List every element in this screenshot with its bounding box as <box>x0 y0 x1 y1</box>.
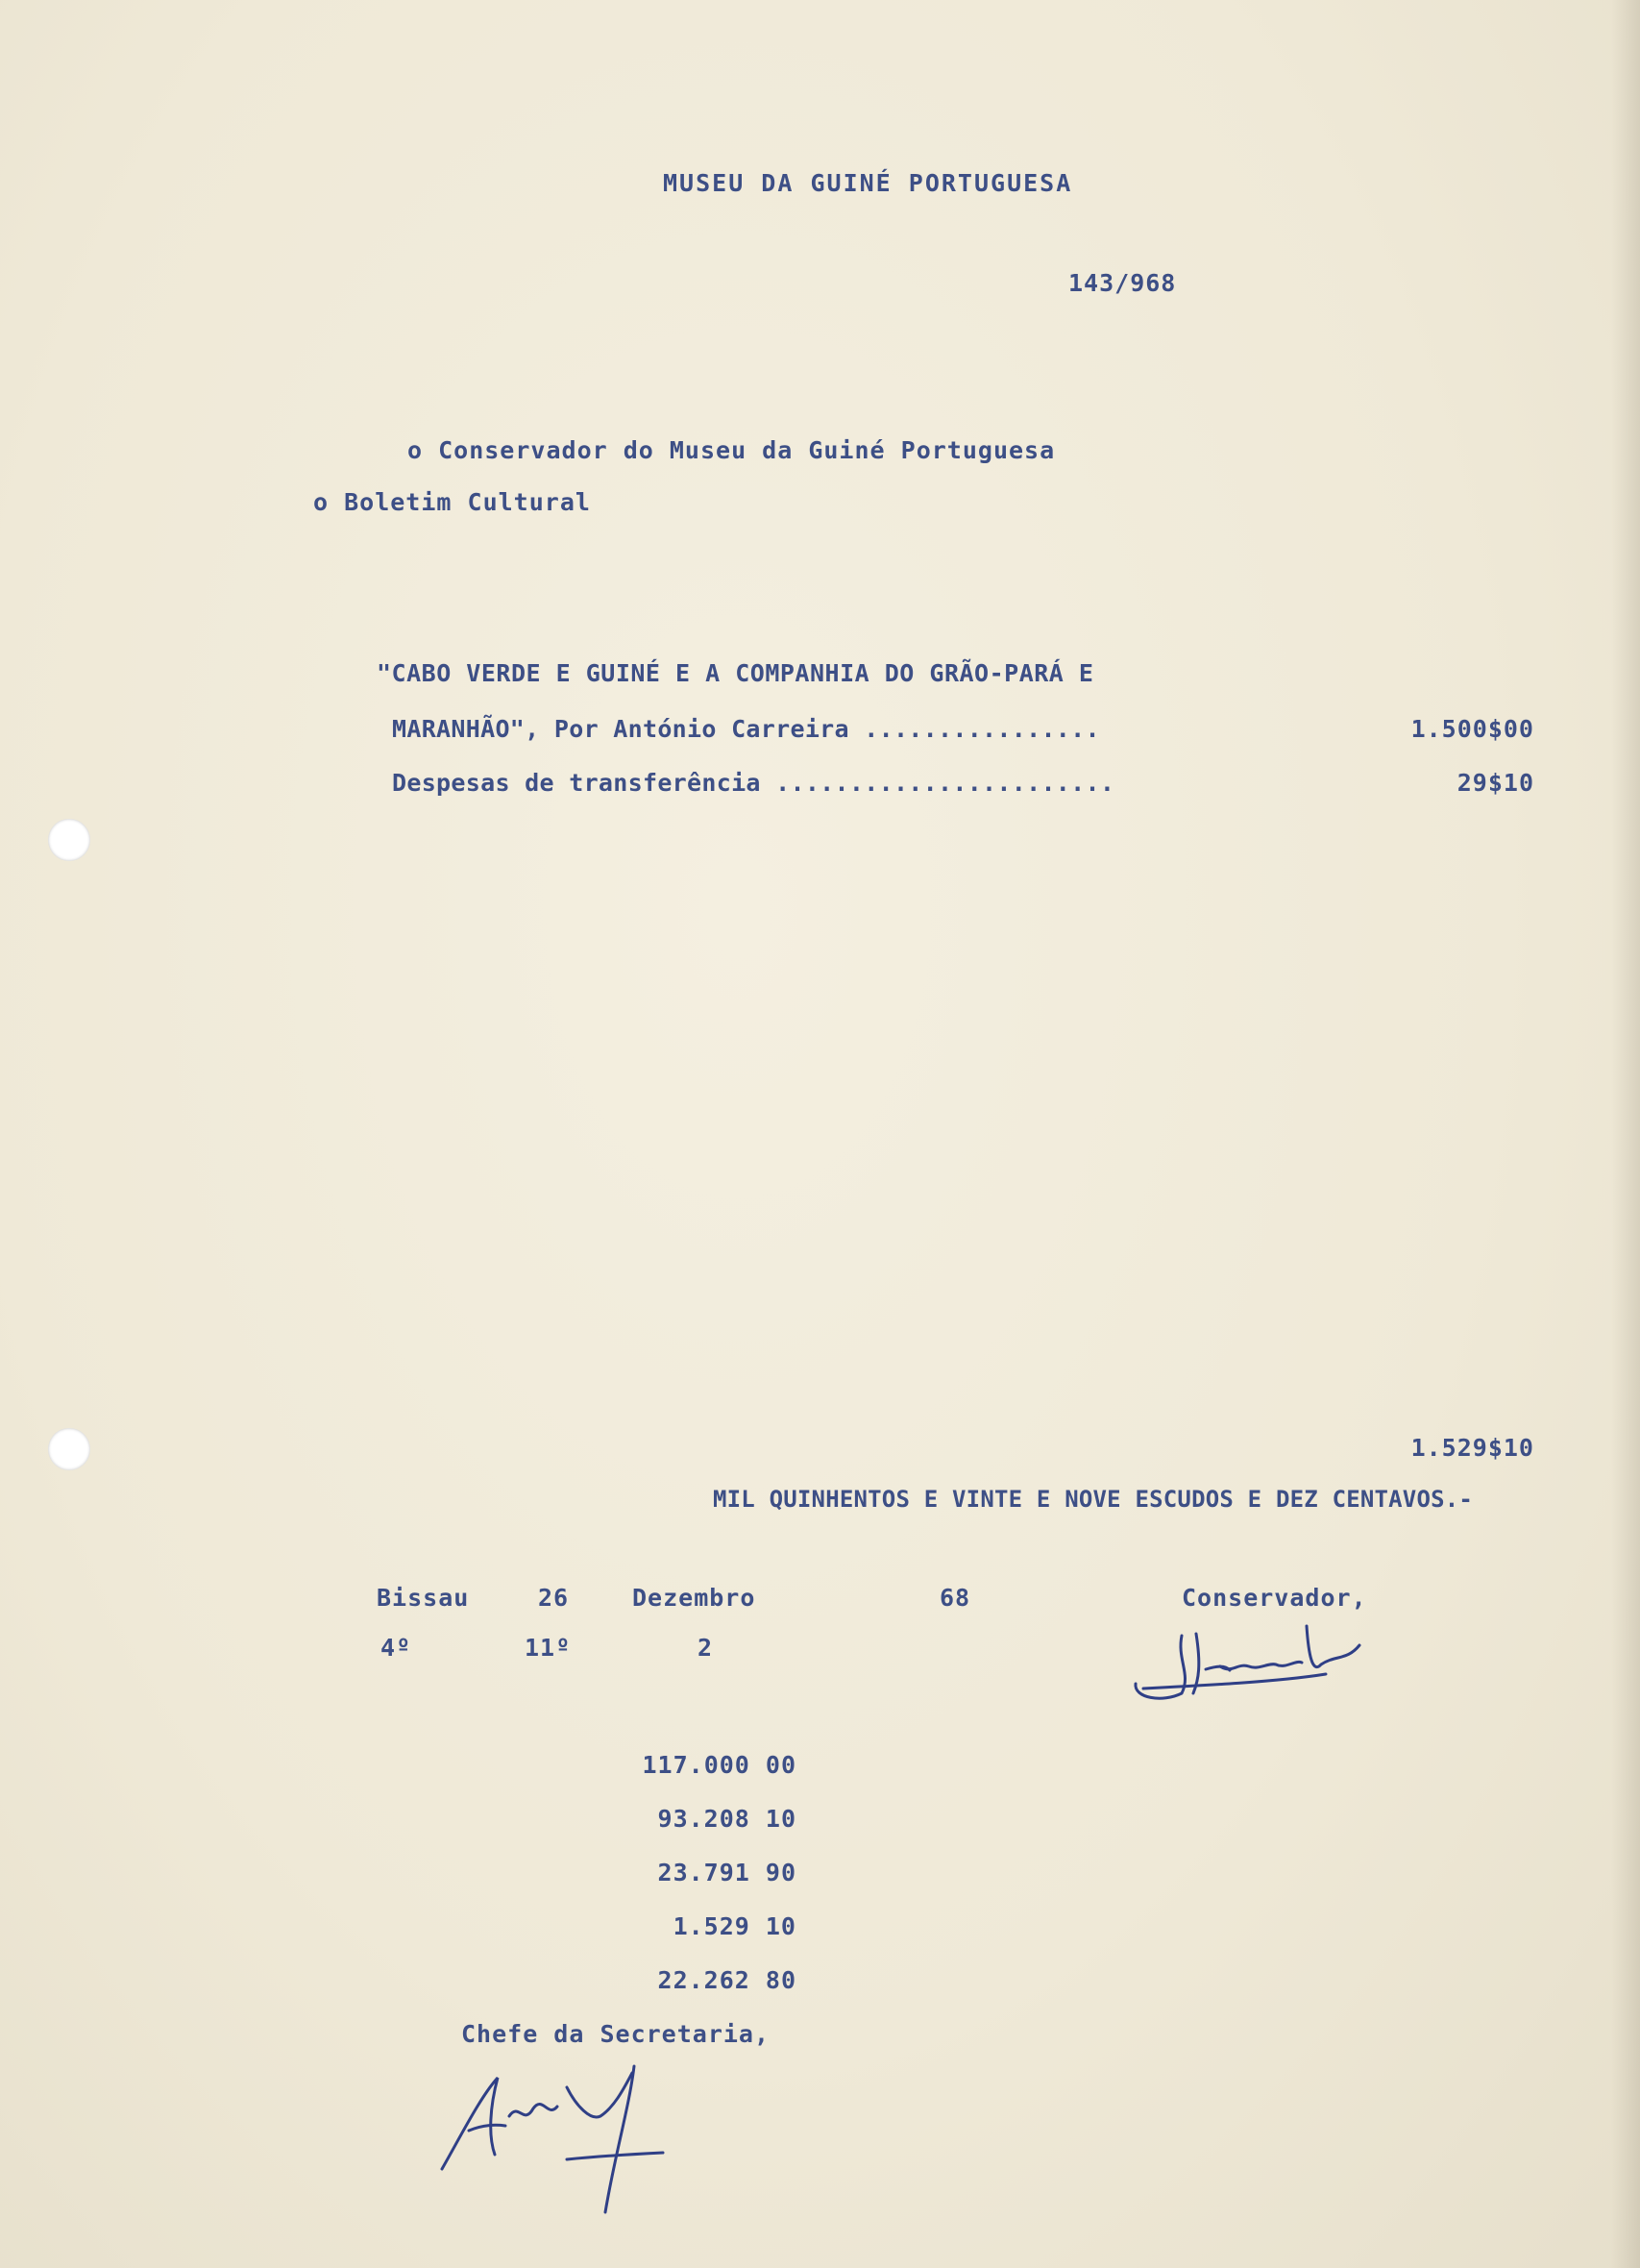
transfer-expense-line: Despesas de transferência ....................... <box>392 769 1115 797</box>
transfer-expense-amount: 29$10 <box>1456 769 1534 797</box>
total-in-words: MIL QUINHENTOS E VINTE E NOVE ESCUDOS E DEZ CENTAVOS.- <box>713 1486 1474 1513</box>
date-year: 68 <box>940 1584 971 1612</box>
punch-hole-bottom <box>48 1428 90 1470</box>
date-day: 26 <box>538 1584 570 1612</box>
paper-edge-shadow <box>1611 0 1640 2268</box>
punch-hole-top <box>48 819 90 861</box>
recipient-line: o Boletim Cultural <box>313 488 591 516</box>
institution-heading: MUSEU DA GUINÉ PORTUGUESA <box>663 169 1073 197</box>
item-title-line: "CABO VERDE E GUINÉ E A COMPANHIA DO GRÃO-PARÁ E <box>377 659 1094 687</box>
code-b: 11º <box>525 1634 572 1662</box>
code-a: 4º <box>380 1634 412 1662</box>
date-month: Dezembro <box>632 1584 756 1612</box>
ledger-row-3: 23.791 90 <box>657 1859 796 1886</box>
total-amount: 1.529$10 <box>1410 1434 1534 1462</box>
secretary-signature <box>423 2049 711 2222</box>
ledger-row-4: 1.529 10 <box>673 1912 796 1940</box>
conservator-role: Conservador, <box>1182 1584 1367 1612</box>
code-c: 2 <box>698 1634 714 1662</box>
secretary-role: Chefe da Secretaria, <box>461 2020 771 2048</box>
item-amount: 1.500$00 <box>1410 715 1534 743</box>
sender-line: o Conservador do Museu da Guiné Portuguesa <box>407 436 1056 464</box>
reference-number: 143/968 <box>1068 269 1177 297</box>
ledger-row-5: 22.262 80 <box>657 1966 796 1994</box>
conservator-signature <box>1124 1607 1412 1722</box>
date-place: Bissau <box>377 1584 470 1612</box>
item-author-line: MARANHÃO", Por António Carreira ................ <box>392 715 1100 743</box>
ledger-row-2: 93.208 10 <box>657 1805 796 1833</box>
ledger-row-1: 117.000 00 <box>642 1751 796 1779</box>
